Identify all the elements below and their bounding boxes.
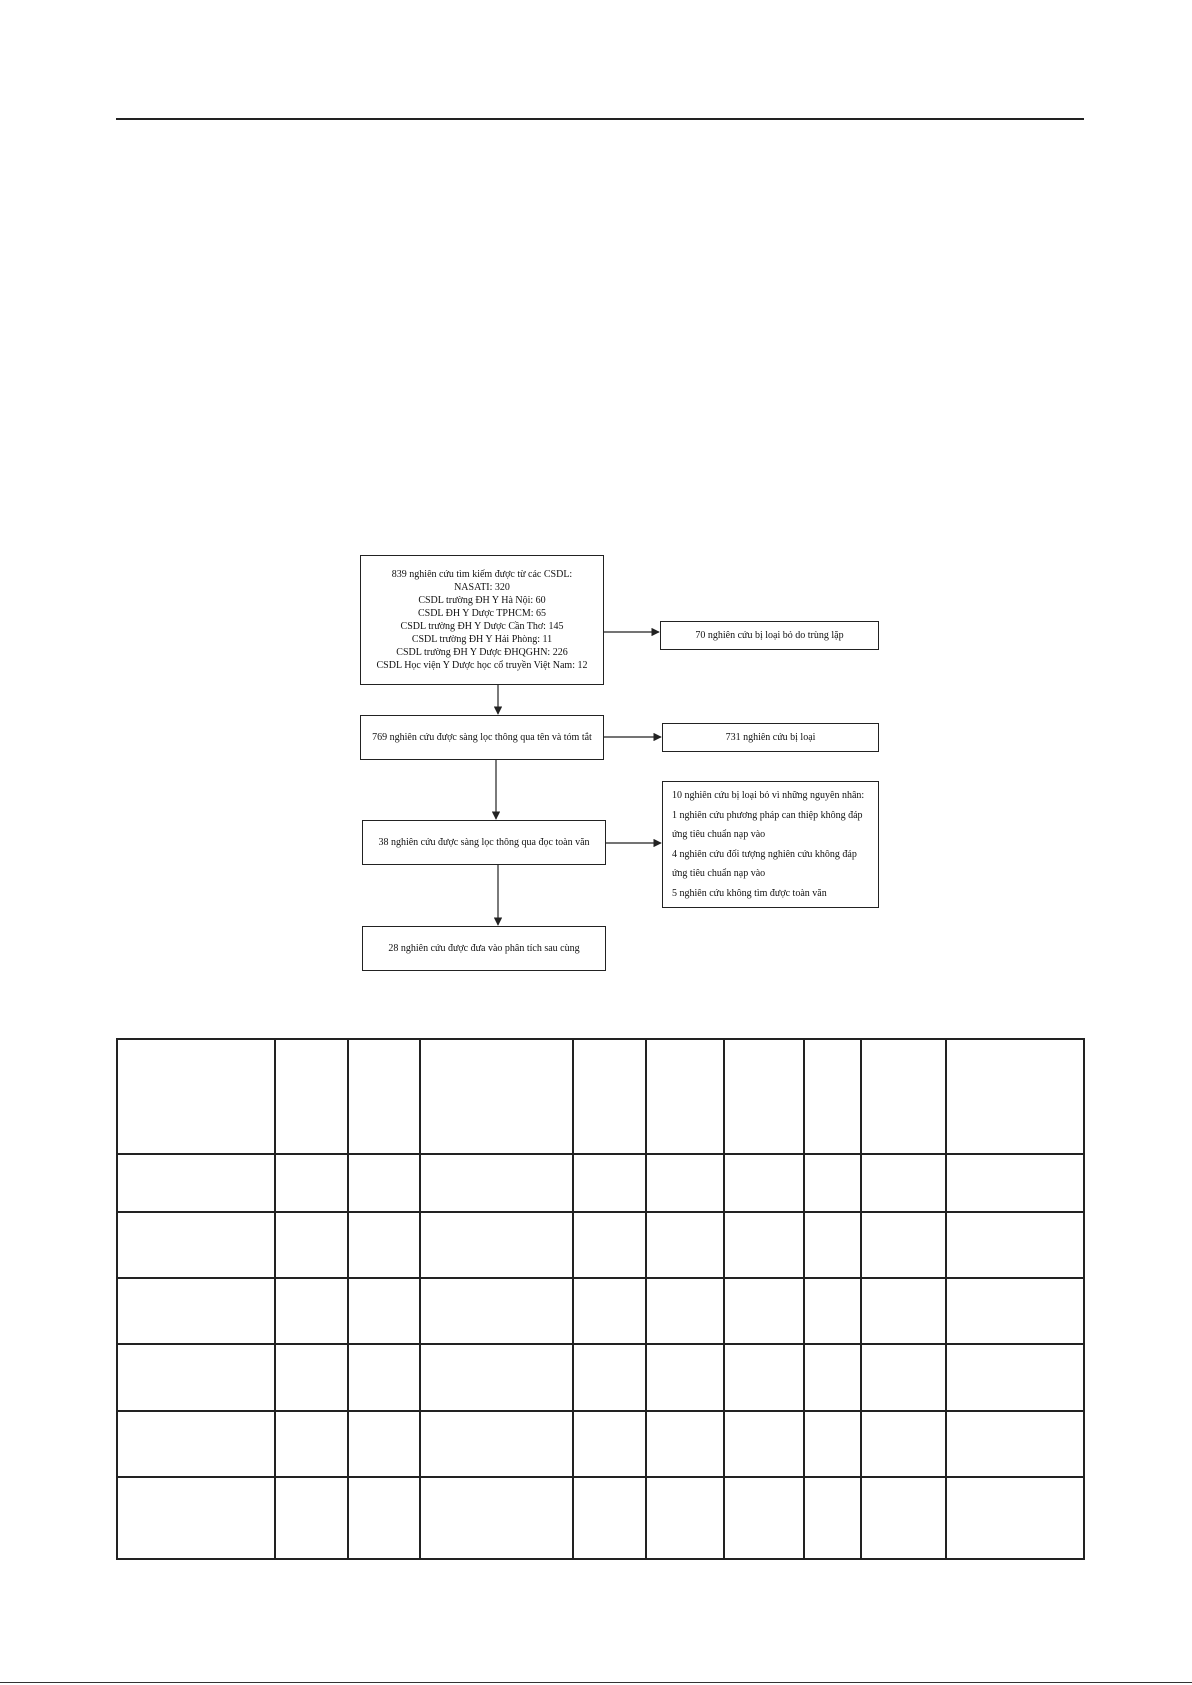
flow-final-text: 28 nghiên cứu được đưa vào phân tích sau cùng — [388, 943, 580, 954]
flow-source-line: CSDL ĐH Y Dược TPHCM: 65 — [417, 608, 547, 619]
flow-reasons-line: ứng tiêu chuẩn nạp vào — [672, 868, 766, 879]
flow-source-line: CSDL trường ĐH Y Hải Phòng: 11 — [411, 634, 553, 645]
footer-rule — [0, 1682, 1192, 1683]
table-row — [117, 1039, 1084, 1154]
flow-source-line: 839 nghiên cứu tìm kiếm được từ các CSDL: — [391, 569, 573, 580]
flow-reasons-line: 4 nghiên cứu đối tượng nghiên cứu không đáp — [672, 848, 857, 860]
flow-source-line: CSDL trường ĐH Y Dược Cần Thơ: 145 — [400, 621, 564, 632]
flow-excluded-text: 731 nghiên cứu bị loại — [725, 732, 816, 743]
table-row — [117, 1411, 1084, 1477]
flow-source-line: CSDL trường ĐH Y Dược ĐHQGHN: 226 — [396, 647, 568, 658]
table-row — [117, 1212, 1084, 1278]
table-row — [117, 1154, 1084, 1212]
flow-reasons-line: 1 nghiên cứu phương pháp can thiệp không đáp — [672, 809, 863, 821]
flow-source-line: CSDL Học viện Y Dược học cổ truyền Việt Nam: 12 — [376, 660, 588, 671]
table-row — [117, 1344, 1084, 1411]
flow-title-abstract-text: 769 nghiên cứu được sàng lọc thông qua tên và tóm tắt — [372, 732, 592, 743]
flow-duplicates-text: 70 nghiên cứu bị loại bỏ do trùng lặp — [695, 630, 844, 641]
flow-source-line: NASATI: 320 — [454, 582, 510, 593]
flow-reasons-line: 10 nghiên cứu bị loại bỏ vì những nguyên nhân: — [672, 790, 865, 801]
flow-reasons-line: ứng tiêu chuẩn nạp vào — [672, 829, 766, 840]
table-row — [117, 1477, 1084, 1559]
flow-fulltext-text: 38 nghiên cứu được sàng lọc thông qua đọc toàn văn — [378, 837, 590, 848]
study-table — [116, 1038, 1085, 1560]
table-row — [117, 1278, 1084, 1344]
flow-reasons-line: 5 nghiên cứu không tìm được toàn văn — [672, 887, 827, 899]
flow-source-line: CSDL trường ĐH Y Hà Nội: 60 — [418, 595, 546, 606]
